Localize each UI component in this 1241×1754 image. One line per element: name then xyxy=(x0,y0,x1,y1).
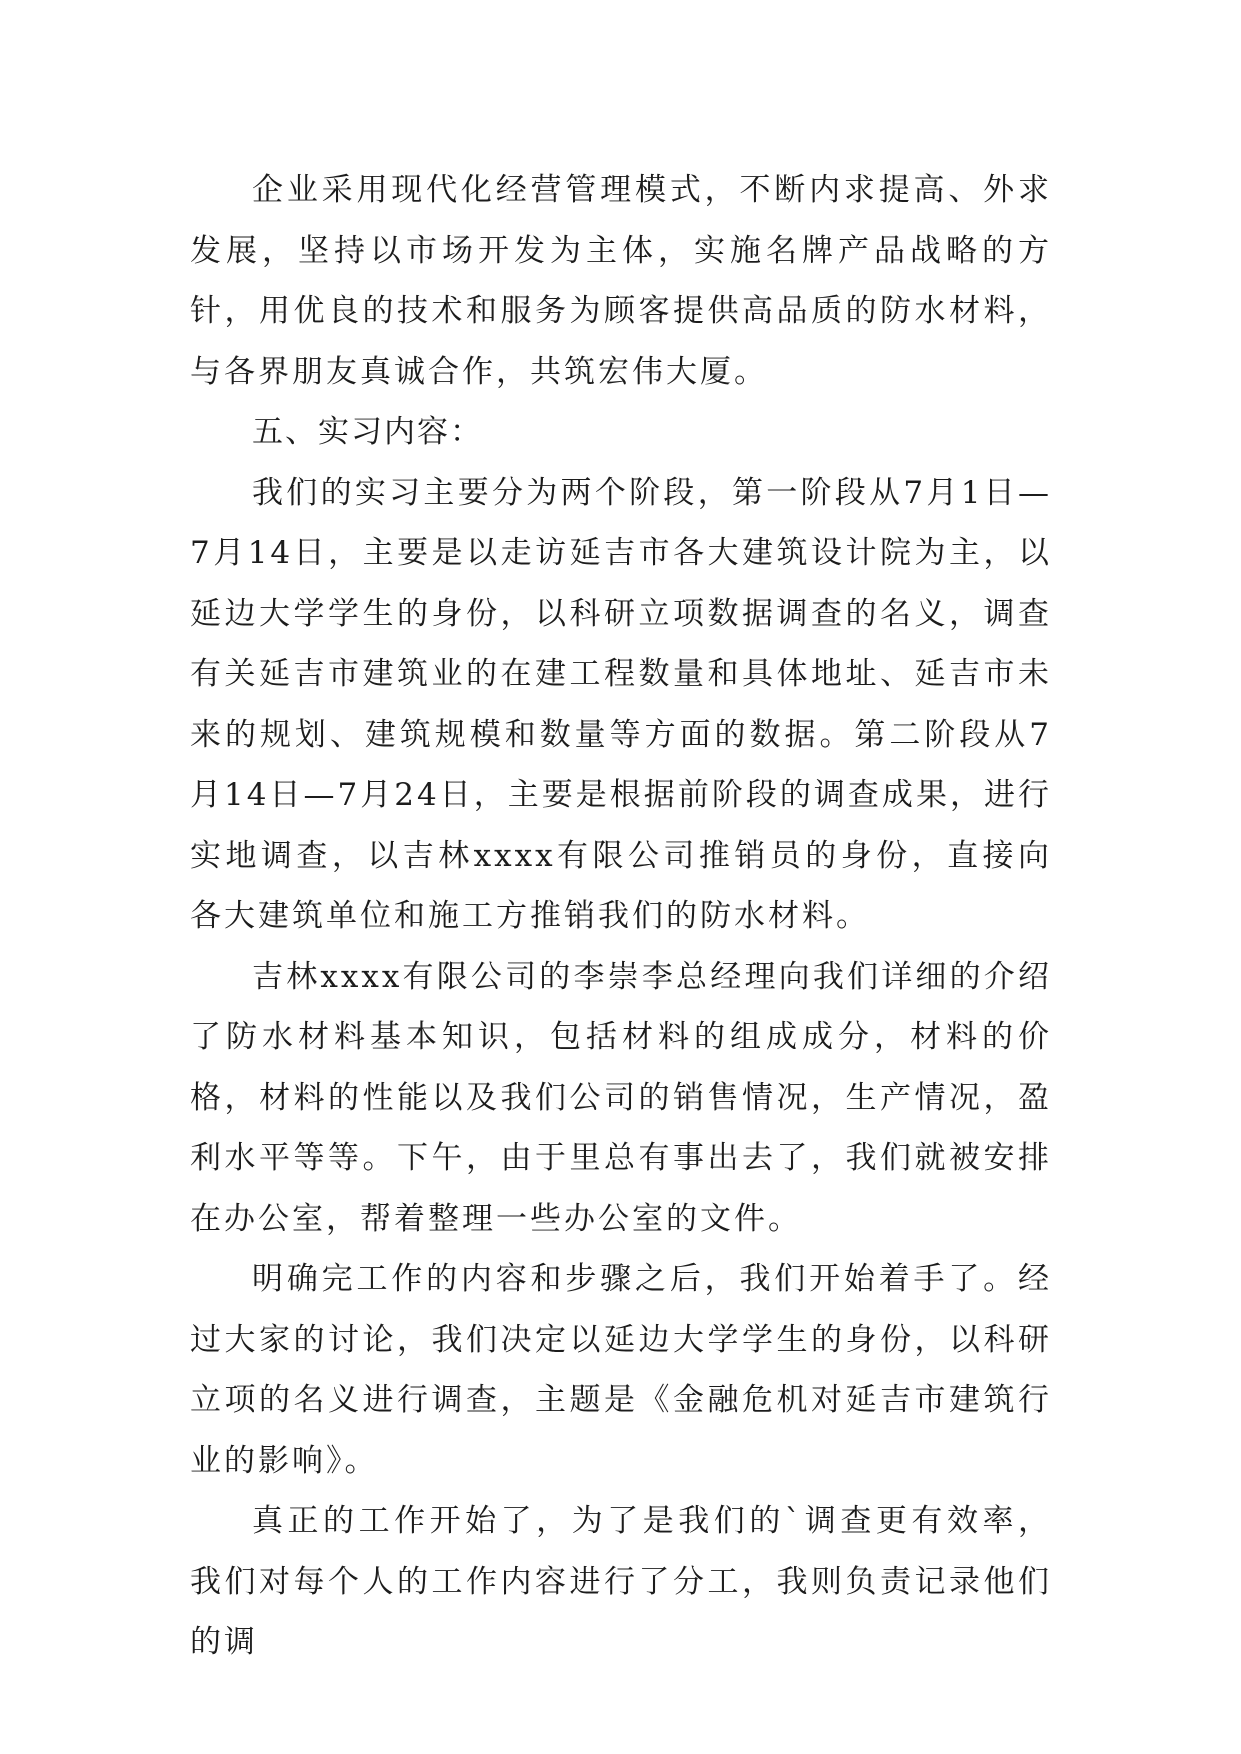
document-body xyxy=(190,160,1052,1673)
paragraph-survey-topic: 明确完工作的内容和步骤之后，我们开始着手了。经过大家的讨论，我们决定以延边大学学生的身份，以科研立项的名义进行调查，主题是《金融危机对延吉市建筑行业的影响》。 xyxy=(190,1261,1052,1479)
paragraph-work-division: 真正的工作开始了，为了是我们的`调查更有效率，我们对每个人的工作内容进行了分工，我则负责记录他们的调 xyxy=(190,1503,1052,1660)
section-heading-internship-content: 五、实习内容： xyxy=(252,414,483,450)
paragraph-company-mode: 企业采用现代化经营管理模式，不断内求提高、外求发展，坚持以市场开发为主体，实施名牌产品战略的方针，用优良的技术和服务为顾客提供高品质的防水材料，与各界朋友真诚合作，共筑宏伟大厦。 xyxy=(190,172,1052,390)
paragraph-manager-introduction: 吉林xxxx有限公司的李崇李总经理向我们详细的介绍了防水材料基本知识，包括材料的组成成分，材料的价格，材料的性能以及我们公司的销售情况，生产情况，盈利水平等等。下午，由于里总有事出去了，我们就被安排在办公室，帮着整理一些办公室的文件。 xyxy=(190,958,1052,1237)
paragraph-internship-stages: 我们的实习主要分为两个阶段，第一阶段从7月1日—7月14日，主要是以走访延吉市各大建筑设计院为主，以延边大学学生的身份，以科研立项数据调查的名义，调查有关延吉市建筑业的在建工程数量和具体地址、延吉市未来的规划、建筑规模和数量等方面的数据。第二阶段从7月14日—7月24日，主要是根据前阶段的调查成果，进行实地调查，以吉林xxxx有限公司推销员的身份，直接向各大建筑单位和施工方推销我们的防水材料。 xyxy=(190,474,1052,934)
